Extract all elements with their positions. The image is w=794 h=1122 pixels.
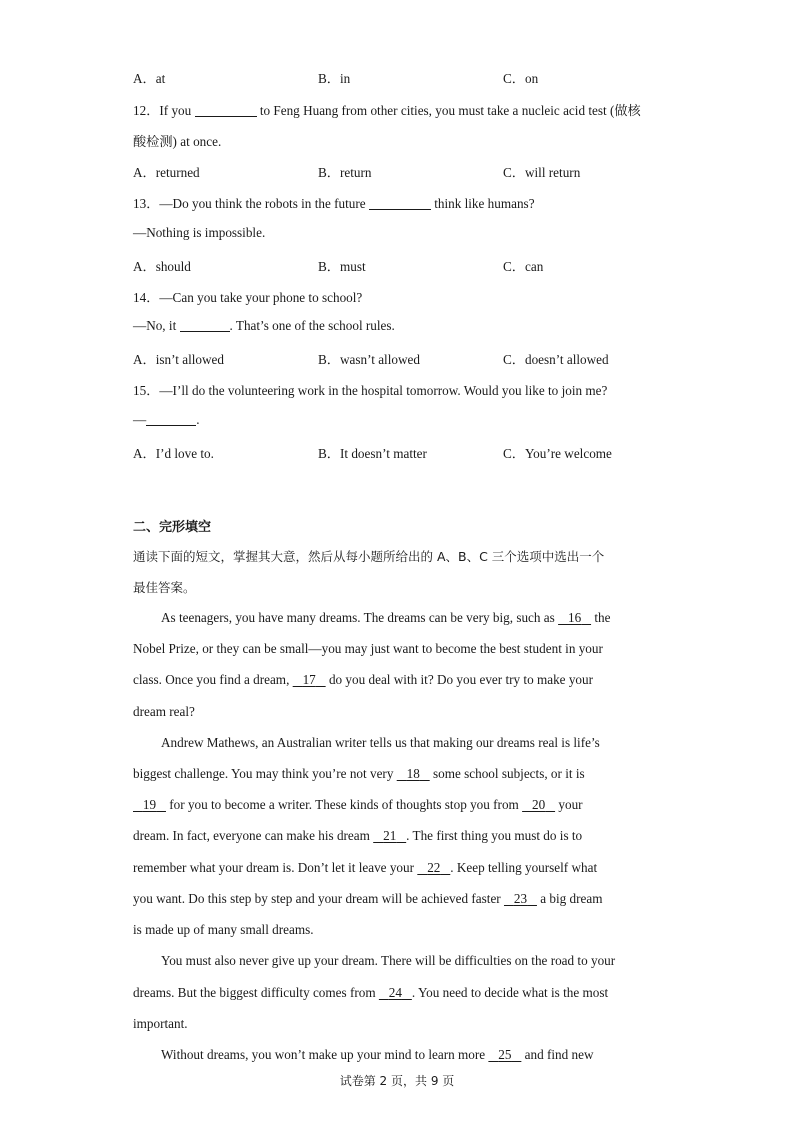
q13-reply: —Nothing is impossible. bbox=[133, 225, 266, 240]
q15-stem: 15．—I’ll do the volunteering work in the hospital tomorrow. Would you like to join me? bbox=[133, 383, 608, 398]
passage-text: Without dreams, you won’t make up your mind to learn more bbox=[161, 1047, 486, 1062]
q12-option-b: B．return bbox=[318, 165, 372, 180]
passage-text: . Keep telling yourself what bbox=[450, 860, 598, 875]
q13-option-a: A．should bbox=[133, 259, 191, 274]
passage-text: . You need to decide what is the most bbox=[411, 985, 609, 1000]
passage-text: do you deal with it? Do you ever try to make your bbox=[328, 672, 593, 687]
q14-reply-post: . That’s one of the school rules. bbox=[229, 318, 395, 333]
section-instructions-line2: 最佳答案。 bbox=[133, 580, 196, 595]
answer-blank bbox=[146, 413, 196, 426]
blank-17 bbox=[293, 672, 326, 688]
passage-text: some school subjects, or it is bbox=[432, 766, 585, 781]
blank-number: 24 bbox=[388, 985, 402, 1000]
answer-blank bbox=[369, 197, 431, 210]
q15-reply-pre: — bbox=[133, 412, 147, 427]
blank-23 bbox=[504, 891, 537, 907]
passage-text: a big dream bbox=[540, 891, 603, 906]
passage-text: dream. In fact, everyone can make his dream bbox=[133, 828, 370, 843]
blank-16 bbox=[558, 610, 591, 626]
passage-line bbox=[133, 891, 603, 907]
q14-option-c: C．doesn’t allowed bbox=[503, 352, 609, 367]
passage-text: As teenagers, you have many dreams. The dreams can be very big, such as bbox=[161, 610, 555, 625]
passage-line: important. bbox=[133, 1016, 188, 1031]
passage-line bbox=[133, 797, 583, 813]
blank-number: 22 bbox=[427, 860, 441, 875]
passage-line bbox=[133, 672, 593, 688]
passage-text: . The first thing you must do is to bbox=[406, 828, 583, 843]
q14-option-a: A．isn’t allowed bbox=[133, 352, 224, 367]
q14-stem: 14．—Can you take your phone to school? bbox=[133, 290, 363, 305]
passage-line bbox=[133, 766, 585, 782]
blank-number: 18 bbox=[406, 766, 420, 781]
q14-reply bbox=[133, 318, 395, 334]
blank-number: 25 bbox=[498, 1047, 512, 1062]
passage-line bbox=[161, 1047, 594, 1063]
passage-line: Andrew Mathews, an Australian writer tells us that making our dreams real is life’s bbox=[161, 735, 600, 750]
blank-number: 16 bbox=[567, 610, 582, 625]
q12-stem bbox=[133, 100, 641, 119]
q14-option-b: B．wasn’t allowed bbox=[318, 352, 420, 367]
blank-24 bbox=[379, 985, 412, 1001]
passage-line: is made up of many small dreams. bbox=[133, 922, 314, 937]
page-footer: 试卷第 2 页，共 9 页 bbox=[339, 1074, 455, 1088]
passage-text: for you to become a writer. These kinds of thoughts stop you from bbox=[169, 797, 519, 812]
passage-text: your bbox=[558, 797, 583, 812]
blank-20 bbox=[522, 797, 555, 813]
q11-option-b: B．in bbox=[318, 71, 351, 86]
blank-number: 20 bbox=[532, 797, 546, 812]
passage-text: biggest challenge. You may think you’re not very bbox=[133, 766, 394, 781]
answer-blank bbox=[180, 319, 230, 332]
passage-text: dreams. But the biggest difficulty comes from bbox=[133, 985, 376, 1000]
passage-line: dream real? bbox=[133, 704, 195, 719]
q11-option-a: A．at bbox=[133, 71, 166, 86]
blank-18 bbox=[397, 766, 430, 782]
q13-option-b: B．must bbox=[318, 259, 366, 274]
q15-reply bbox=[133, 412, 199, 428]
passage-text: you want. Do this step by step and your dream will be achieved faster bbox=[133, 891, 501, 906]
q14-reply-pre: —No, it bbox=[133, 318, 177, 333]
passage-line: You must also never give up your dream. There will be difficulties on the road to your bbox=[161, 953, 616, 968]
blank-number: 23 bbox=[513, 891, 528, 906]
passage-line: Nobel Prize, or they can be small—you may just want to become the best student in your bbox=[133, 641, 603, 656]
q12-stem-line2: 酸检测) at once. bbox=[133, 134, 222, 149]
q15-option-a: A．I’d love to. bbox=[133, 446, 214, 461]
blank-number: 19 bbox=[142, 797, 157, 812]
passage-line bbox=[133, 860, 597, 876]
passage-line bbox=[133, 828, 582, 844]
q15-option-b: B．It doesn’t matter bbox=[318, 446, 427, 461]
q12-stem-pre: 12．If you bbox=[133, 103, 192, 118]
blank-25 bbox=[488, 1047, 521, 1063]
q13-stem-post: think like humans? bbox=[434, 196, 535, 211]
q12-stem-post: to Feng Huang from other cities, you must take a nucleic acid test (做核 bbox=[259, 103, 641, 118]
passage-line bbox=[133, 985, 608, 1001]
blank-number: 17 bbox=[302, 672, 316, 687]
answer-blank bbox=[195, 104, 257, 117]
blank-21 bbox=[373, 828, 406, 844]
q11-option-c: C．on bbox=[503, 71, 539, 86]
section-instructions: 通读下面的短文，掌握其大意，然后从每小题所给出的 A、B、C 三个选项中选出一个 bbox=[133, 549, 605, 564]
passage-text: the bbox=[594, 610, 611, 625]
q13-stem-pre: 13．—Do you think the robots in the future bbox=[133, 196, 366, 211]
q13-stem bbox=[133, 193, 535, 212]
passage-text: remember what your dream is. Don’t let it leave your bbox=[133, 860, 415, 875]
passage-text: class. Once you find a dream, bbox=[133, 672, 290, 687]
passage-line bbox=[161, 610, 610, 626]
q12-option-c: C．will return bbox=[503, 165, 581, 180]
blank-22 bbox=[417, 860, 450, 876]
blank-19 bbox=[133, 797, 166, 813]
blank-number: 21 bbox=[383, 828, 397, 843]
passage-text: and find new bbox=[524, 1047, 594, 1062]
q15-option-c: C．You’re welcome bbox=[503, 446, 612, 461]
section-heading: 二、完形填空 bbox=[133, 520, 212, 535]
q13-option-c: C．can bbox=[503, 259, 544, 274]
q15-reply-post: . bbox=[196, 412, 200, 427]
q12-option-a: A．returned bbox=[133, 165, 200, 180]
